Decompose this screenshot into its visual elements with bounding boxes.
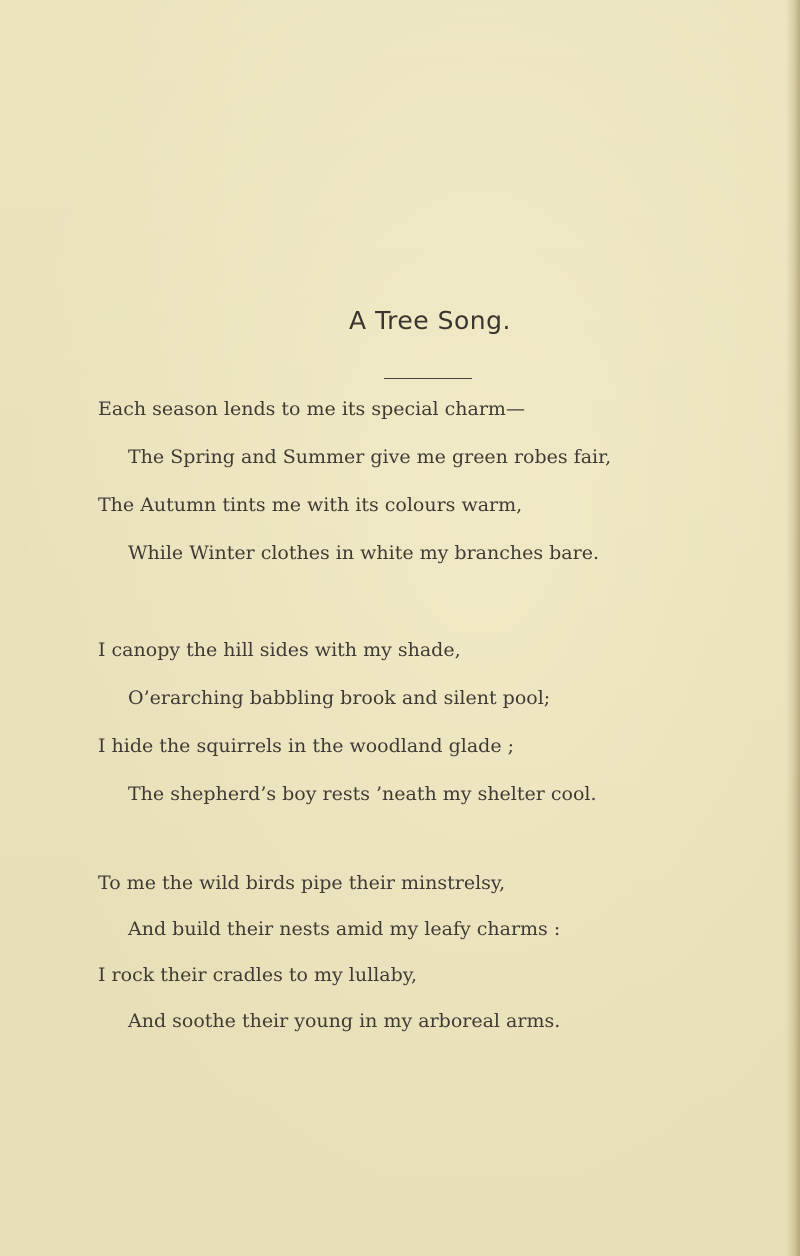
title-rule — [384, 378, 472, 379]
stanza-1-line-3: The Autumn tints me with its colours warm, — [98, 494, 523, 516]
stanza-3-line-3: I rock their cradles to my lullaby, — [98, 964, 418, 986]
page-edge-shadow — [786, 0, 800, 1256]
stanza-3-line-1: To me the wild birds pipe their minstrelsy, — [98, 872, 506, 894]
stanza-2-line-4: The shepherd’s boy rests ’neath my shelter cool. — [128, 783, 597, 805]
stanza-1-line-1: Each season lends to me its special charm— — [98, 398, 525, 420]
stanza-3-line-4: And soothe their young in my arboreal arms. — [128, 1010, 561, 1032]
stanza-3-line-2: And build their nests amid my leafy charms : — [128, 918, 561, 940]
stanza-1-line-2: The Spring and Summer give me green robes fair, — [128, 446, 612, 468]
poem-title: A Tree Song. — [349, 306, 511, 335]
stanza-2-line-3: I hide the squirrels in the woodland glade ; — [98, 735, 515, 757]
stanza-2-line-2: O’erarching babbling brook and silent pool; — [128, 687, 551, 709]
stanza-2-line-1: I canopy the hill sides with my shade, — [98, 639, 461, 661]
stanza-1-line-4: While Winter clothes in white my branches bare. — [128, 542, 599, 564]
